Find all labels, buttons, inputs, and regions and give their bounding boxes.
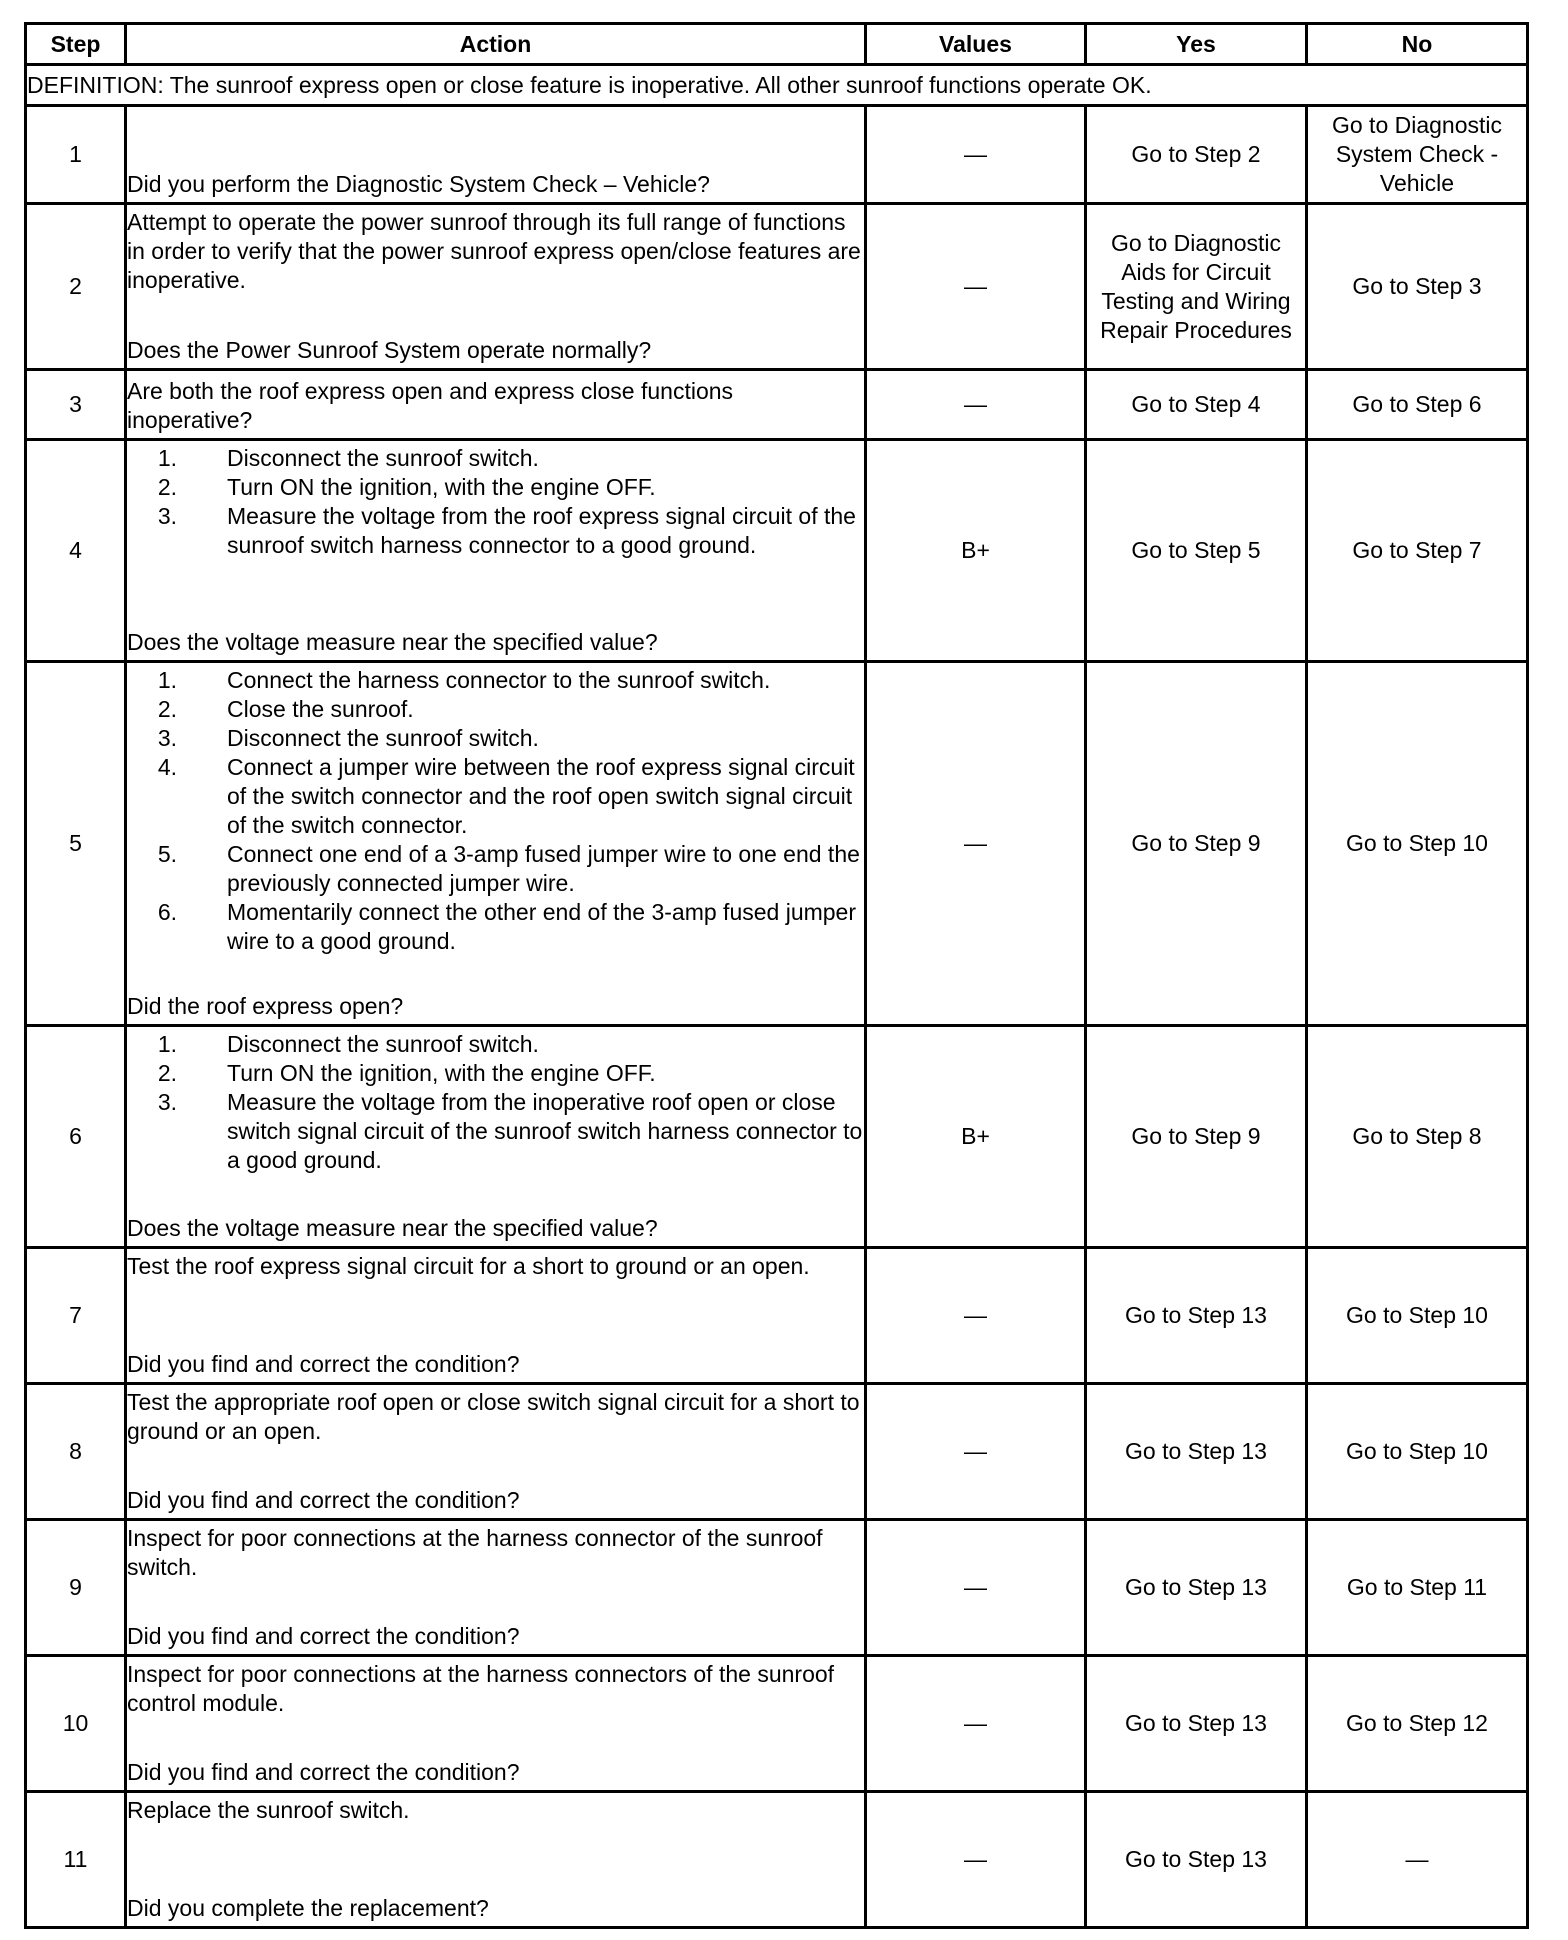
action-instructions (127, 1252, 864, 1281)
substep-number: 2. (157, 1060, 177, 1086)
substep-text: Connect one end of a 3-amp fused jumper wire to one end the previously connected jumper wire. (227, 841, 860, 896)
value-cell: — (866, 1792, 1086, 1928)
action-content (127, 374, 864, 435)
substep (127, 666, 864, 695)
action-text: Test the roof express signal circuit for a short to ground or an open. (127, 1253, 810, 1279)
action-text: Replace the sunroof switch. (127, 1797, 410, 1823)
substep-text: Turn ON the ignition, with the engine OFF. (227, 474, 656, 500)
substep-number: 6. (157, 899, 177, 925)
table-row (26, 1656, 1528, 1792)
action-cell (126, 1384, 866, 1520)
substep-number: 1. (157, 667, 177, 693)
step-number: 6 (26, 1026, 126, 1248)
substep-number: 4. (157, 754, 177, 780)
action-question: Did you find and correct the condition? (127, 1487, 520, 1513)
action-text: Test the appropriate roof open or close switch signal circuit for a short to ground or an open. (127, 1389, 860, 1444)
action-question: Did you find and correct the condition? (127, 1759, 520, 1785)
action-cell (126, 106, 866, 204)
action-question: Did you find and correct the condition? (127, 1351, 520, 1377)
table-row (26, 370, 1528, 440)
substep (127, 1059, 864, 1088)
no-cell: Go to Step 10 (1307, 662, 1528, 1026)
step-number: 1 (26, 106, 126, 204)
action-question: Did you complete the replacement? (127, 1895, 489, 1921)
table-row (26, 1792, 1528, 1928)
table-row (26, 440, 1528, 662)
step-number: 5 (26, 662, 126, 1026)
action-content (127, 208, 864, 365)
no-cell: Go to Step 3 (1307, 204, 1528, 370)
action-content (127, 1660, 864, 1787)
yes-cell: Go to Step 13 (1086, 1792, 1307, 1928)
action-text: Inspect for poor connections at the harness connector of the sunroof switch. (127, 1525, 823, 1580)
value-cell: — (866, 662, 1086, 1026)
substep-text: Momentarily connect the other end of the 3-amp fused jumper wire to a good ground. (227, 899, 857, 954)
yes-cell: Go to Step 13 (1086, 1248, 1307, 1384)
substep (127, 502, 864, 560)
substep-text: Measure the voltage from the roof express signal circuit of the sunroof switch harness connector to a good ground. (227, 503, 856, 558)
substep (127, 444, 864, 473)
action-question: Does the voltage measure near the specified value? (127, 629, 658, 655)
substep-text: Disconnect the sunroof switch. (227, 445, 539, 471)
action-instructions (127, 208, 864, 295)
step-number: 7 (26, 1248, 126, 1384)
action-question: Does the voltage measure near the specified value? (127, 1215, 658, 1241)
substep-number: 2. (157, 474, 177, 500)
substep (127, 1030, 864, 1059)
table-row (26, 662, 1528, 1026)
no-cell: Go to Step 8 (1307, 1026, 1528, 1248)
action-substeps (127, 1030, 864, 1175)
yes-cell: Go to Step 9 (1086, 1026, 1307, 1248)
header-step: Step (26, 24, 126, 65)
step-number: 3 (26, 370, 126, 440)
substep-text: Turn ON the ignition, with the engine OFF. (227, 1060, 656, 1086)
table-row (26, 1520, 1528, 1656)
action-text: Inspect for poor connections at the harness connectors of the sunroof control module. (127, 1661, 835, 1716)
step-number: 9 (26, 1520, 126, 1656)
value-cell: — (866, 204, 1086, 370)
yes-cell: Go to Step 13 (1086, 1384, 1307, 1520)
action-cell (126, 440, 866, 662)
action-cell (126, 1792, 866, 1928)
action-content (127, 1524, 864, 1651)
substep-text: Disconnect the sunroof switch. (227, 1031, 539, 1057)
yes-cell: Go to Step 4 (1086, 370, 1307, 440)
value-cell: — (866, 1248, 1086, 1384)
action-cell (126, 1520, 866, 1656)
substep-number: 3. (157, 725, 177, 751)
substep-number: 3. (157, 503, 177, 529)
value-cell: — (866, 1520, 1086, 1656)
value-cell: — (866, 1384, 1086, 1520)
header-no: No (1307, 24, 1528, 65)
action-cell (126, 662, 866, 1026)
action-question: Did the roof express open? (127, 993, 404, 1019)
action-instructions (127, 1030, 864, 1175)
value-cell: B+ (866, 1026, 1086, 1248)
action-text: Attempt to operate the power sunroof through its full range of functions in order to verify that the power sunroof express open/close features are inoperative. (127, 209, 861, 293)
substep (127, 753, 864, 840)
substep-text: Close the sunroof. (227, 696, 414, 722)
substep (127, 898, 864, 956)
substep (127, 1088, 864, 1175)
action-substeps (127, 666, 864, 956)
action-instructions (127, 1524, 864, 1582)
action-content (127, 1252, 864, 1379)
yes-cell: Go to Step 2 (1086, 106, 1307, 204)
definition-row (26, 65, 1528, 106)
substep-number: 1. (157, 1031, 177, 1057)
action-instructions (127, 666, 864, 956)
action-content (127, 1030, 864, 1243)
yes-cell: Go to Step 9 (1086, 662, 1307, 1026)
table-row (26, 1384, 1528, 1520)
substep-text: Disconnect the sunroof switch. (227, 725, 539, 751)
no-cell: Go to Step 10 (1307, 1384, 1528, 1520)
action-cell (126, 1026, 866, 1248)
action-instructions (127, 1660, 864, 1718)
substep-text: Connect a jumper wire between the roof express signal circuit of the switch connector and the roof open switch signal circuit of the switch connector. (227, 754, 855, 838)
yes-cell: Go to Step 13 (1086, 1520, 1307, 1656)
action-content (127, 666, 864, 1021)
step-number: 10 (26, 1656, 126, 1792)
substep (127, 840, 864, 898)
action-question: Does the Power Sunroof System operate normally? (127, 337, 652, 363)
yes-cell: Go to Step 5 (1086, 440, 1307, 662)
action-cell (126, 204, 866, 370)
value-cell: — (866, 1656, 1086, 1792)
action-question: Did you find and correct the condition? (127, 1623, 520, 1649)
substep-number: 3. (157, 1089, 177, 1115)
value-cell: B+ (866, 440, 1086, 662)
substep-number: 5. (157, 841, 177, 867)
diagnostic-table (24, 22, 1529, 1929)
action-cell (126, 1248, 866, 1384)
no-cell: Go to Step 12 (1307, 1656, 1528, 1792)
action-content (127, 110, 864, 199)
substep (127, 473, 864, 502)
no-cell: Go to Diagnostic System Check - Vehicle (1307, 106, 1528, 204)
header-values: Values (866, 24, 1086, 65)
action-content (127, 444, 864, 657)
header-yes: Yes (1086, 24, 1307, 65)
substep-number: 1. (157, 445, 177, 471)
substep (127, 695, 864, 724)
action-content (127, 1388, 864, 1515)
table-row (26, 204, 1528, 370)
header-row (26, 24, 1528, 65)
action-instructions (127, 444, 864, 560)
table-row (26, 1248, 1528, 1384)
substep-text: Measure the voltage from the inoperative roof open or close switch signal circuit of the sunroof switch harness connector to a good ground. (227, 1089, 863, 1173)
step-number: 2 (26, 204, 126, 370)
step-number: 8 (26, 1384, 126, 1520)
value-cell: — (866, 106, 1086, 204)
action-instructions (127, 1796, 864, 1825)
substep (127, 724, 864, 753)
value-cell: — (866, 370, 1086, 440)
action-question: Did you perform the Diagnostic System Check – Vehicle? (127, 171, 710, 197)
action-content (127, 1796, 864, 1923)
action-cell (126, 370, 866, 440)
table-row (26, 1026, 1528, 1248)
table-row (26, 106, 1528, 204)
step-number: 4 (26, 440, 126, 662)
no-cell: Go to Step 6 (1307, 370, 1528, 440)
action-question: Are both the roof express open and express close functions inoperative? (127, 378, 734, 433)
substep-number: 2. (157, 696, 177, 722)
substep-text: Connect the harness connector to the sunroof switch. (227, 667, 771, 693)
definition-text: DEFINITION: The sunroof express open or close feature is inoperative. All other sunroof functions operate OK. (26, 65, 1528, 106)
action-substeps (127, 444, 864, 560)
action-instructions (127, 1388, 864, 1446)
no-cell: Go to Step 7 (1307, 440, 1528, 662)
step-number: 11 (26, 1792, 126, 1928)
no-cell: Go to Step 10 (1307, 1248, 1528, 1384)
yes-cell: Go to Step 13 (1086, 1656, 1307, 1792)
action-cell (126, 1656, 866, 1792)
yes-cell: Go to Diagnostic Aids for Circuit Testing and Wiring Repair Procedures (1086, 204, 1307, 370)
no-cell: — (1307, 1792, 1528, 1928)
no-cell: Go to Step 11 (1307, 1520, 1528, 1656)
header-action: Action (126, 24, 866, 65)
